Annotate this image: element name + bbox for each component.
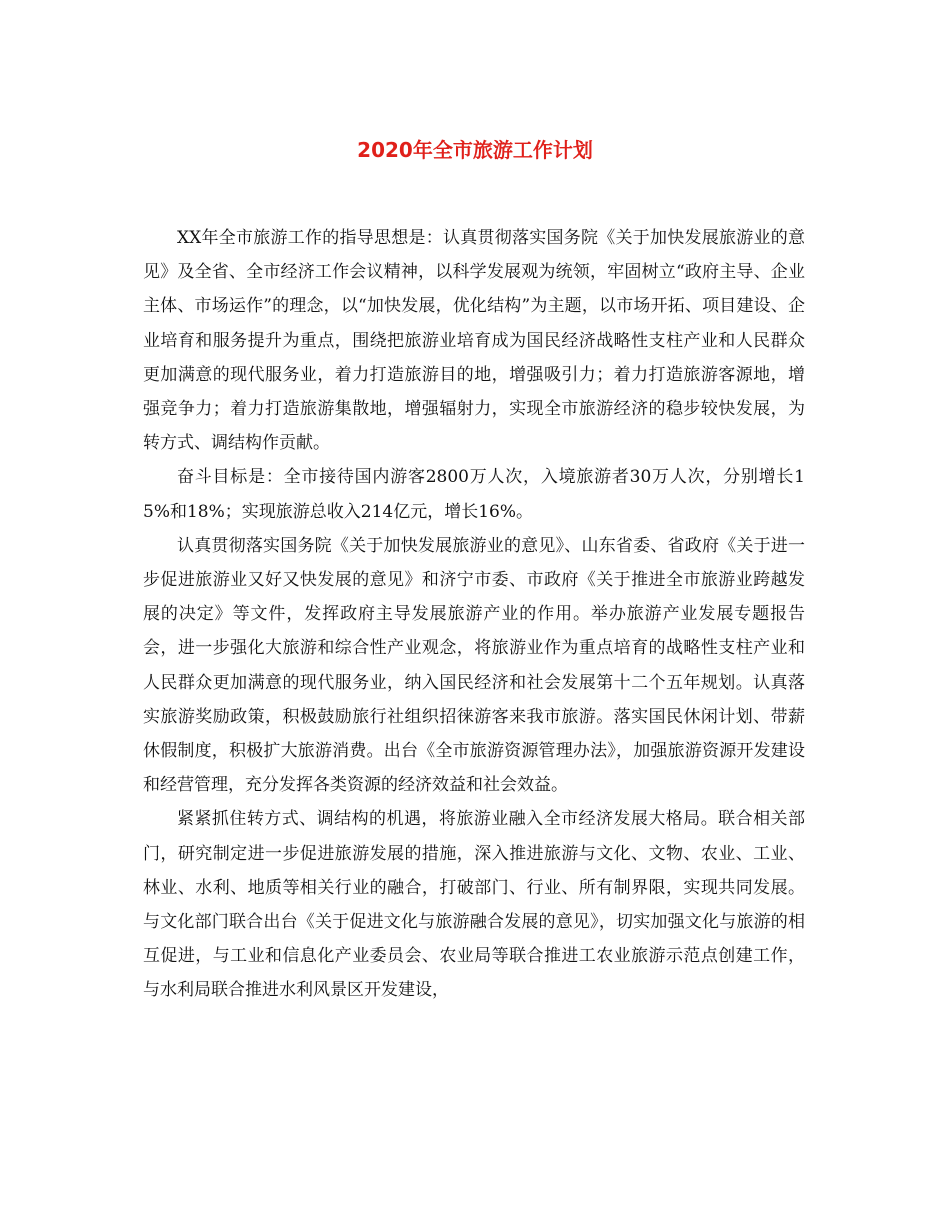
paragraph-policy-implementation: 认真贯彻落实国务院《关于加快发展旅游业的意见》、山东省委、省政府《关于进一步促进旅游业又好又快发展的意见》和济宁市委、市政府《关于推进全市旅游业跨越发展的决定》等文件，发挥政府主导发展旅游产业的作用。举办旅游产业发展专题报告会，进一步强化大旅游和综合性产业观念，将旅游业作为重点培育的战略性支柱产业和人民群众更加满意的现代服务业，纳入国民经济和社会发展第十二个五年规划。认真落实旅游奖励政策，积极鼓励旅行社组织招徕游客来我市旅游。落实国民休闲计划、带薪休假制度，积极扩大旅游消费。出台《全市旅游资源管理办法》，加强旅游资源开发建设和经营管理，充分发挥各类资源的经济效益和社会效益。 [143,535,805,796]
document-body [143,221,805,1008]
paragraph-targets: 奋斗目标是：全市接待国内游客2800万人次，入境旅游者30万人次，分别增长15%和18%；实现旅游总收入214亿元，增长16%。 [143,467,805,522]
paragraph-industry-integration: 紧紧抓住转方式、调结构的机遇，将旅游业融入全市经济发展大格局。联合相关部门，研究制定进一步促进旅游发展的措施，深入推进旅游与文化、文物、农业、工业、林业、水利、地质等相关行业的融合，打破部门、行业、所有制界限，实现共同发展。与文化部门联合出台《关于促进文化与旅游融合发展的意见》，切实加强文化与旅游的相互促进，与工业和信息化产业委员会、农业局等联合推进工农业旅游示范点创建工作，与水利局联合推进水利风景区开发建设， [143,809,805,1001]
document-title: 2020年全市旅游工作计划 [357,138,593,162]
paragraph-guiding-ideology: XX年全市旅游工作的指导思想是：认真贯彻落实国务院《关于加快发展旅游业的意见》及全省、全市经济工作会议精神，以科学发展观为统领，牢固树立“政府主导、企业主体、市场运作”的理念，以“加快发展，优化结构”为主题，以市场开拓、项目建设、企业培育和服务提升为重点，围绕把旅游业培育成为国民经济战略性支柱产业和人民群众更加满意的现代服务业，着力打造旅游目的地，增强吸引力；着力打造旅游客源地，增强竞争力；着力打造旅游集散地，增强辐射力，实现全市旅游经济的稳步较快发展，为转方式、调结构作贡献。 [143,228,805,454]
